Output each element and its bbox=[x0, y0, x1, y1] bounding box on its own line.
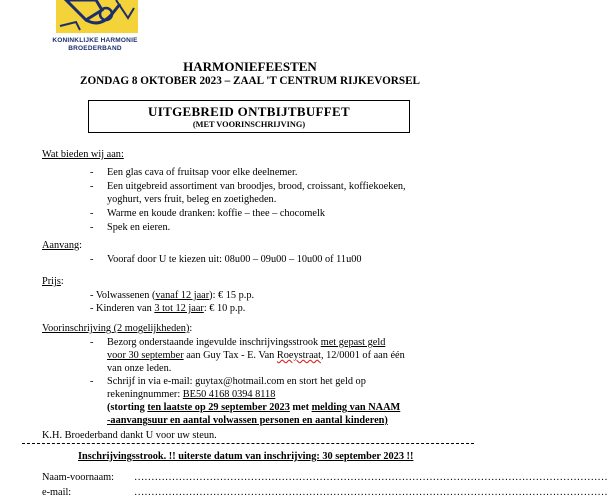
price-adults-age: vanaf 12 jaar bbox=[155, 290, 210, 301]
arrival-times: Vooraf door U te kiezen uit: 08u00 – 09u00 – 10u00 of 11u00 bbox=[107, 254, 362, 265]
price-children-prefix: - Kinderen van bbox=[90, 303, 155, 314]
reg-iban: BE50 4168 0394 8118 bbox=[182, 389, 276, 400]
email-label: e-mail: bbox=[42, 487, 72, 498]
price-adults-prefix: - Volwassenen ( bbox=[90, 290, 156, 301]
org-name-line1: KONINKLIJKE HARMONIE bbox=[52, 37, 138, 44]
reg-text: Bezorg onderstaande ingevulde inschrijvingsstrook bbox=[107, 337, 321, 348]
price-heading-line bbox=[42, 276, 64, 287]
reg-deadline: voor 30 september bbox=[107, 350, 184, 361]
reg-text: rekeningnummer: bbox=[107, 389, 183, 400]
arrival-heading-line bbox=[42, 240, 82, 251]
arrival-colon: : bbox=[79, 240, 83, 251]
registration-option-1-line2 bbox=[107, 350, 405, 361]
reg-text: aan Guy Tax - E. Van bbox=[183, 350, 277, 361]
offer-bullet: - bbox=[90, 181, 94, 192]
price-adults-amount: ): € 15 p.p. bbox=[209, 290, 255, 301]
registration-colon: : bbox=[189, 323, 193, 334]
registration-heading-line bbox=[42, 323, 192, 334]
event-date-location: ZONDAG 8 OKTOBER 2023 – ZAAL 'T CENTRUM RIJKEVORSEL bbox=[79, 75, 420, 87]
reg-street: Roeystraat bbox=[276, 350, 321, 361]
offer-bullet: - bbox=[90, 208, 94, 219]
banner-subtitle: (MET VOORINSCHRIJVING) bbox=[192, 120, 306, 129]
arrival-heading: Aanvang bbox=[42, 240, 80, 251]
page-title: HARMONIEFEESTEN bbox=[183, 59, 317, 74]
reg-text: (storting bbox=[107, 402, 148, 413]
price-children-age: 3 tot 12 jaar bbox=[154, 303, 204, 314]
offer-heading: Wat bieden wij aan: bbox=[42, 149, 124, 160]
cut-line bbox=[22, 443, 474, 444]
price-adults bbox=[90, 290, 254, 301]
offer-item: Een uitgebreid assortiment van broodjes, brood, croissant, koffiekoeken, bbox=[107, 181, 406, 192]
org-name-line2: BROEDERBAND bbox=[68, 45, 122, 52]
banner-title: UITGEBREID ONTBIJTBUFFET bbox=[148, 104, 350, 119]
registration-bullet: - bbox=[90, 376, 94, 387]
price-children bbox=[90, 303, 245, 314]
logo bbox=[56, 0, 138, 33]
harmonie-emblem-icon bbox=[56, 0, 138, 33]
registration-option-2-line2 bbox=[107, 389, 275, 400]
registration-heading: Voorinschrijving (2 mogelijkheden) bbox=[42, 323, 190, 334]
offer-bullet: - bbox=[90, 167, 94, 178]
offer-item: Warme en koude dranken: koffie – thee – chocomelk bbox=[107, 208, 325, 219]
reg-text: , 12/0001 of aan één bbox=[320, 350, 405, 361]
reg-mention: melding van NAAM bbox=[311, 402, 401, 413]
registration-strip-label bbox=[78, 451, 413, 462]
offer-item: Een glas cava of fruitsap voor elke deelnemer. bbox=[107, 167, 298, 178]
registration-option-1-line3: van onze leden. bbox=[107, 363, 172, 374]
strip-label-text: Inschrijvingsstrook. !! uiterste datum van inschrijving: 30 september 2023 !! bbox=[78, 451, 414, 462]
name-label: Naam-voornaam: bbox=[42, 472, 115, 483]
offer-item-continued: yoghurt, vers fruit, beleg en zoetigheden. bbox=[107, 194, 277, 205]
offer-item: Spek en eieren. bbox=[107, 222, 171, 233]
price-children-amount: : € 10 p.p. bbox=[203, 303, 246, 314]
registration-bullet: - bbox=[90, 337, 94, 348]
name-field[interactable]: ………………………………………………………………………………………………………………………… bbox=[134, 472, 608, 483]
registration-option-2-line3 bbox=[107, 402, 400, 413]
offer-bullet: - bbox=[90, 222, 94, 233]
registration-option-2-line4: -aanvangsuur en aantal volwassen personen en aantal kinderen) bbox=[107, 415, 388, 426]
arrival-bullet: - bbox=[90, 254, 94, 265]
email-field[interactable]: ………………………………………………………………………………………………………………………… bbox=[134, 487, 608, 498]
registration-option-1-line1 bbox=[107, 337, 385, 348]
reg-payment-deadline: ten laatste op 29 september 2023 bbox=[147, 402, 290, 413]
thanks-text: K.H. Broederband dankt U voor uw steun. bbox=[42, 430, 217, 441]
registration-option-2-line1: Schrijf in via e-mail: guytax@hotmail.com en stort het geld op bbox=[107, 376, 366, 387]
reg-text: met bbox=[289, 402, 312, 413]
price-colon: : bbox=[60, 276, 64, 287]
price-heading: Prijs bbox=[42, 276, 61, 287]
reg-exact-money: met gepast geld bbox=[320, 337, 386, 348]
banner-box bbox=[88, 100, 410, 133]
